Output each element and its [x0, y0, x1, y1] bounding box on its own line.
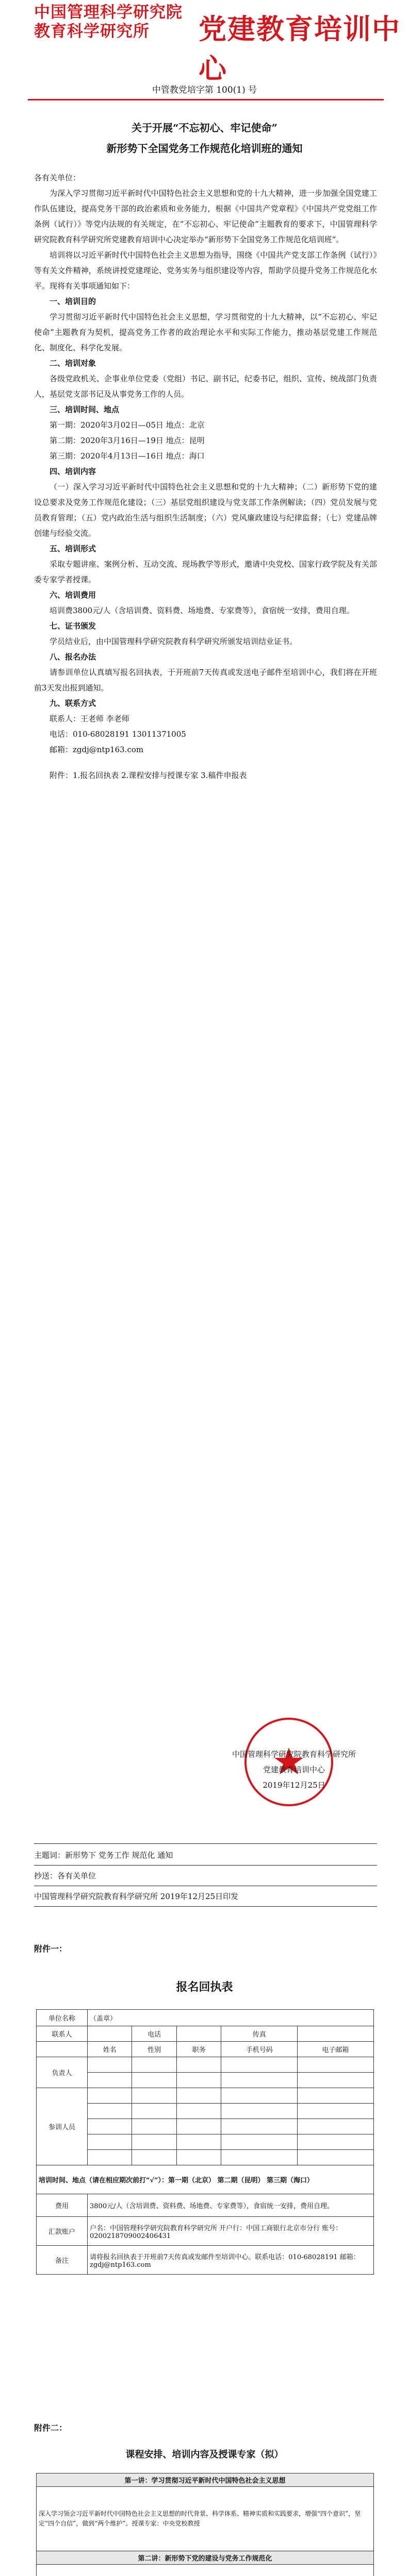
signature-org-1: 中国管理科学研究院教育科学研究所 — [232, 1750, 356, 1759]
divider-line — [34, 1865, 377, 1866]
form-cell[interactable] — [221, 2119, 298, 2134]
form-cell[interactable] — [176, 2057, 221, 2073]
course-section-head: 第一讲：学习贯彻习近平新时代中国特色社会主义思想 — [37, 2473, 374, 2487]
phone-label: 电话 — [132, 2026, 176, 2042]
col-position: 职务 — [176, 2042, 221, 2057]
col-gender: 性别 — [132, 2042, 176, 2057]
section-1-title: 一、培训目的 — [50, 297, 96, 306]
fax-label: 传真 — [221, 2026, 298, 2042]
form-cell[interactable] — [132, 2134, 176, 2150]
form-cell[interactable] — [88, 2088, 132, 2104]
header-org-name — [34, 3, 183, 41]
signature-org-2: 党建教育培训中心 — [263, 1765, 325, 1774]
form-cell[interactable] — [298, 2057, 374, 2073]
section-2-title: 二、培训对象 — [50, 359, 96, 368]
fee-label: 费用 — [37, 2194, 88, 2217]
col-email: 电子邮箱 — [298, 2042, 374, 2057]
document-number: 中管教党培字第 100(1) 号 — [152, 85, 257, 95]
course-section-text — [37, 2565, 374, 2576]
form-cell[interactable] — [132, 2104, 176, 2119]
contact-line-3: 邮箱：zgdj@ntp163.com — [50, 745, 144, 754]
form-cell[interactable] — [298, 2073, 374, 2088]
attachment-1-label: 附件一： — [34, 1944, 68, 1954]
form-cell[interactable] — [221, 2057, 298, 2073]
form-cell[interactable] — [298, 2134, 374, 2150]
header-org-line1: 中国管理科学研究院 — [34, 3, 183, 22]
role-leader: 负责人 — [37, 2057, 88, 2088]
divider-line — [34, 1906, 377, 1907]
course-section-head: 第二讲：新形势下党的建设与党务工作规范化 — [37, 2551, 374, 2565]
form-cell[interactable] — [221, 2150, 298, 2165]
header-red-rule — [28, 99, 384, 100]
notes-label: 备注 — [37, 2246, 88, 2275]
seal-note: （盖章） — [90, 2015, 117, 2023]
form-cell[interactable] — [88, 2150, 132, 2165]
col-name: 姓名 — [88, 2042, 132, 2057]
attachment-2-heading: 课程安排、培训内容及授课专家（拟） — [125, 2449, 284, 2460]
section-4-title: 四、培训内容 — [50, 467, 96, 476]
section-1-text: 学习贯彻习近平新时代中国特色社会主义思想，学习贯彻党的十九大精神，以“不忘初心、牢记使命”主题教育为契机，提高党务工作者的政治理论水平和实际工作能力，推动基层党建工作规范化、制度化、科学化发展。 — [34, 312, 377, 352]
form-cell[interactable] — [132, 2073, 176, 2088]
salutation: 各有关单位： — [34, 173, 81, 182]
section-3-line1: 第一期：2020年3月02日—05日 地点：北京 — [50, 420, 205, 430]
section-8-title: 八、报名办法 — [50, 652, 96, 662]
phone-field[interactable] — [176, 2026, 221, 2042]
form-cell[interactable] — [298, 2104, 374, 2119]
blank-cell — [37, 2042, 88, 2057]
form-cell[interactable] — [132, 2119, 176, 2134]
course-section-text: 深入学习领会习近平新时代中国特色社会主义思想的时代背景、科学体系、精神实质和实践要求，增强“四个意识”，坚定“四个自信”，做到“两个维护”。授课专家：中央党校教授 — [37, 2487, 374, 2551]
form-cell[interactable] — [221, 2134, 298, 2150]
form-cell[interactable] — [176, 2150, 221, 2165]
form-cell[interactable] — [88, 2104, 132, 2119]
attachments-list: 附件：1.报名回执表 2.课程安排与授课专家 3.稿件申报表 — [50, 771, 247, 780]
intro-paragraph-1: 为深入学习贯彻习近平新时代中国特色社会主义思想和党的十九大精神，进一步加强全国党建工作队伍建设，提高党务干部的政治素质和业务能力，根据《中国共产党章程》《中国共产党党组工作条例（试行）》等党内法规的有关规定，在“不忘初心、牢记使命”主题教育的要求下，中国管理科学研究院教育科学研究所党建教育培训中心决定举办“新形势下全国党务工作规范化培训班”。 — [34, 189, 377, 244]
section-7-title: 七、证书颁发 — [50, 621, 96, 631]
account-label: 汇款账户 — [37, 2217, 88, 2246]
header-brand: 党建教育培训中心 — [199, 12, 401, 85]
form-cell[interactable] — [176, 2073, 221, 2088]
contact-field[interactable] — [88, 2026, 132, 2042]
form-cell[interactable] — [221, 2088, 298, 2104]
form-cell[interactable] — [88, 2057, 132, 2073]
form-cell[interactable] — [176, 2088, 221, 2104]
intro-paragraph-2: 培训将以习近平新时代中国特色社会主义思想为指导，围绕《中国共产党支部工作条例（试行）》等有关文件精神，系统讲授党建理论、党务实务与组织建设等内容，帮助学员提升党务工作规范化水平。现将有关事项通知如下： — [34, 250, 377, 291]
notice-title-line1: 关于开展“不忘初心、牢记使命” — [131, 122, 277, 134]
attachment-1-heading: 报名回执表 — [176, 1980, 233, 1994]
section-2-text: 各级党政机关、企事业单位党委（党组）书记、副书记，纪委书记，组织、宣传、统战部门负责人，基层党支部书记及从事党务工作的人员。 — [34, 374, 377, 399]
form-cell[interactable] — [132, 2088, 176, 2104]
session-select-row[interactable]: 培训时间、地点（请在相应期次前打“√”）：第一期（北京） 第二期（昆明） 第三期（海口） — [37, 2165, 374, 2194]
form-cell[interactable] — [132, 2057, 176, 2073]
fee-text: 3800元/人（含培训费、资料费、场地费、专家费等），食宿统一安排，费用自理。 — [88, 2194, 374, 2217]
form-cell[interactable] — [176, 2104, 221, 2119]
fax-field[interactable] — [298, 2026, 374, 2042]
form-cell[interactable] — [298, 2088, 374, 2104]
section-8-text: 请参训单位认真填写报名回执表，于开班前7天传真或发送电子邮件至培训中心，我们将在开班前3天发出报到通知。 — [34, 668, 377, 692]
keywords-line: 主题词：新形势下 党务工作 规范化 通知 — [34, 1851, 173, 1860]
form-cell[interactable] — [88, 2073, 132, 2088]
form-cell[interactable] — [221, 2073, 298, 2088]
course-schedule-table — [36, 2473, 374, 2576]
divider-line — [34, 1843, 377, 1844]
form-cell[interactable] — [298, 2119, 374, 2134]
contact-line-1: 联系人：王老师 李老师 — [50, 714, 129, 723]
section-9-title: 九、联系方式 — [50, 699, 96, 708]
signature-date: 2019年12月25日 — [263, 1781, 325, 1790]
col-mobile: 手机号码 — [221, 2042, 298, 2057]
section-7-text: 学员结业后，由中国管理科学研究院教育科学研究所颁发培训结业证书。 — [50, 637, 298, 646]
section-5-text: 采取专题讲座、案例分析、互动交流、现场教学等形式，邀请中央党校、国家行政学院及有关部委专家学者授课。 — [34, 560, 377, 584]
header-org-line2: 教育科学研究所 — [34, 22, 150, 41]
account-text: 户名：中国管理科学研究院教育科学研究所 开户行：中国工商银行北京市分行 账号：0200218709002406431 — [88, 2217, 374, 2246]
form-cell[interactable] — [298, 2150, 374, 2165]
form-cell[interactable] — [88, 2119, 132, 2134]
section-6-text: 培训费3800元/人（含培训费、资料费、场地费、专家费等），食宿统一安排，费用自理。 — [50, 606, 354, 615]
form-cell[interactable] — [176, 2119, 221, 2134]
section-6-title: 六、培训费用 — [50, 590, 96, 600]
unit-name-field[interactable] — [88, 2010, 374, 2026]
signature-block — [217, 1747, 371, 1793]
role-trainees: 参训人员 — [37, 2088, 88, 2165]
cc-line: 抄送：各有关单位 — [34, 1871, 96, 1880]
registration-form-table — [36, 2009, 374, 2275]
section-4-text: （一）深入学习习近平新时代中国特色社会主义思想和党的十九大精神；（二）新形势下党的建设总要求及党务工作规范化建设；（三）基层党组织建设与党支部工作条例解读；（四）党员发展与党员教育管理；（五）党内政治生活与组织生活制度；（六）党风廉政建设与纪律监督；（七）党建品牌创建与经验交流。 — [34, 482, 377, 538]
contact-line-2: 电话：010-68028191 13011371005 — [50, 730, 186, 739]
section-5-title: 五、培训形式 — [50, 544, 96, 553]
form-cell[interactable] — [88, 2134, 132, 2150]
section-3-line3: 第三期：2020年4月13日—16日 地点：海口 — [50, 451, 205, 461]
form-cell[interactable] — [132, 2150, 176, 2165]
notice-title-line2: 新形势下全国党务工作规范化培训班的通知 — [106, 142, 303, 155]
section-3-title: 三、培训时间、地点 — [50, 405, 120, 414]
form-cell[interactable] — [221, 2104, 298, 2119]
notes-text: 请将报名回执表于开班前7天传真或发邮件至培训中心。联系电话：010-68028191 邮箱：zgdj@ntp163.com — [88, 2246, 374, 2275]
attachment-2-label: 附件二： — [34, 2423, 68, 2433]
form-cell[interactable] — [176, 2134, 221, 2150]
unit-name-label: 单位名称 — [37, 2010, 88, 2026]
print-line: 中国管理科学研究院教育科学研究所 2019年12月25日印发 — [34, 1892, 239, 1901]
contact-label: 联系人 — [37, 2026, 88, 2042]
section-3-line2: 第二期：2020年3月16日—19日 地点：昆明 — [50, 436, 205, 445]
notice-body — [34, 170, 377, 783]
